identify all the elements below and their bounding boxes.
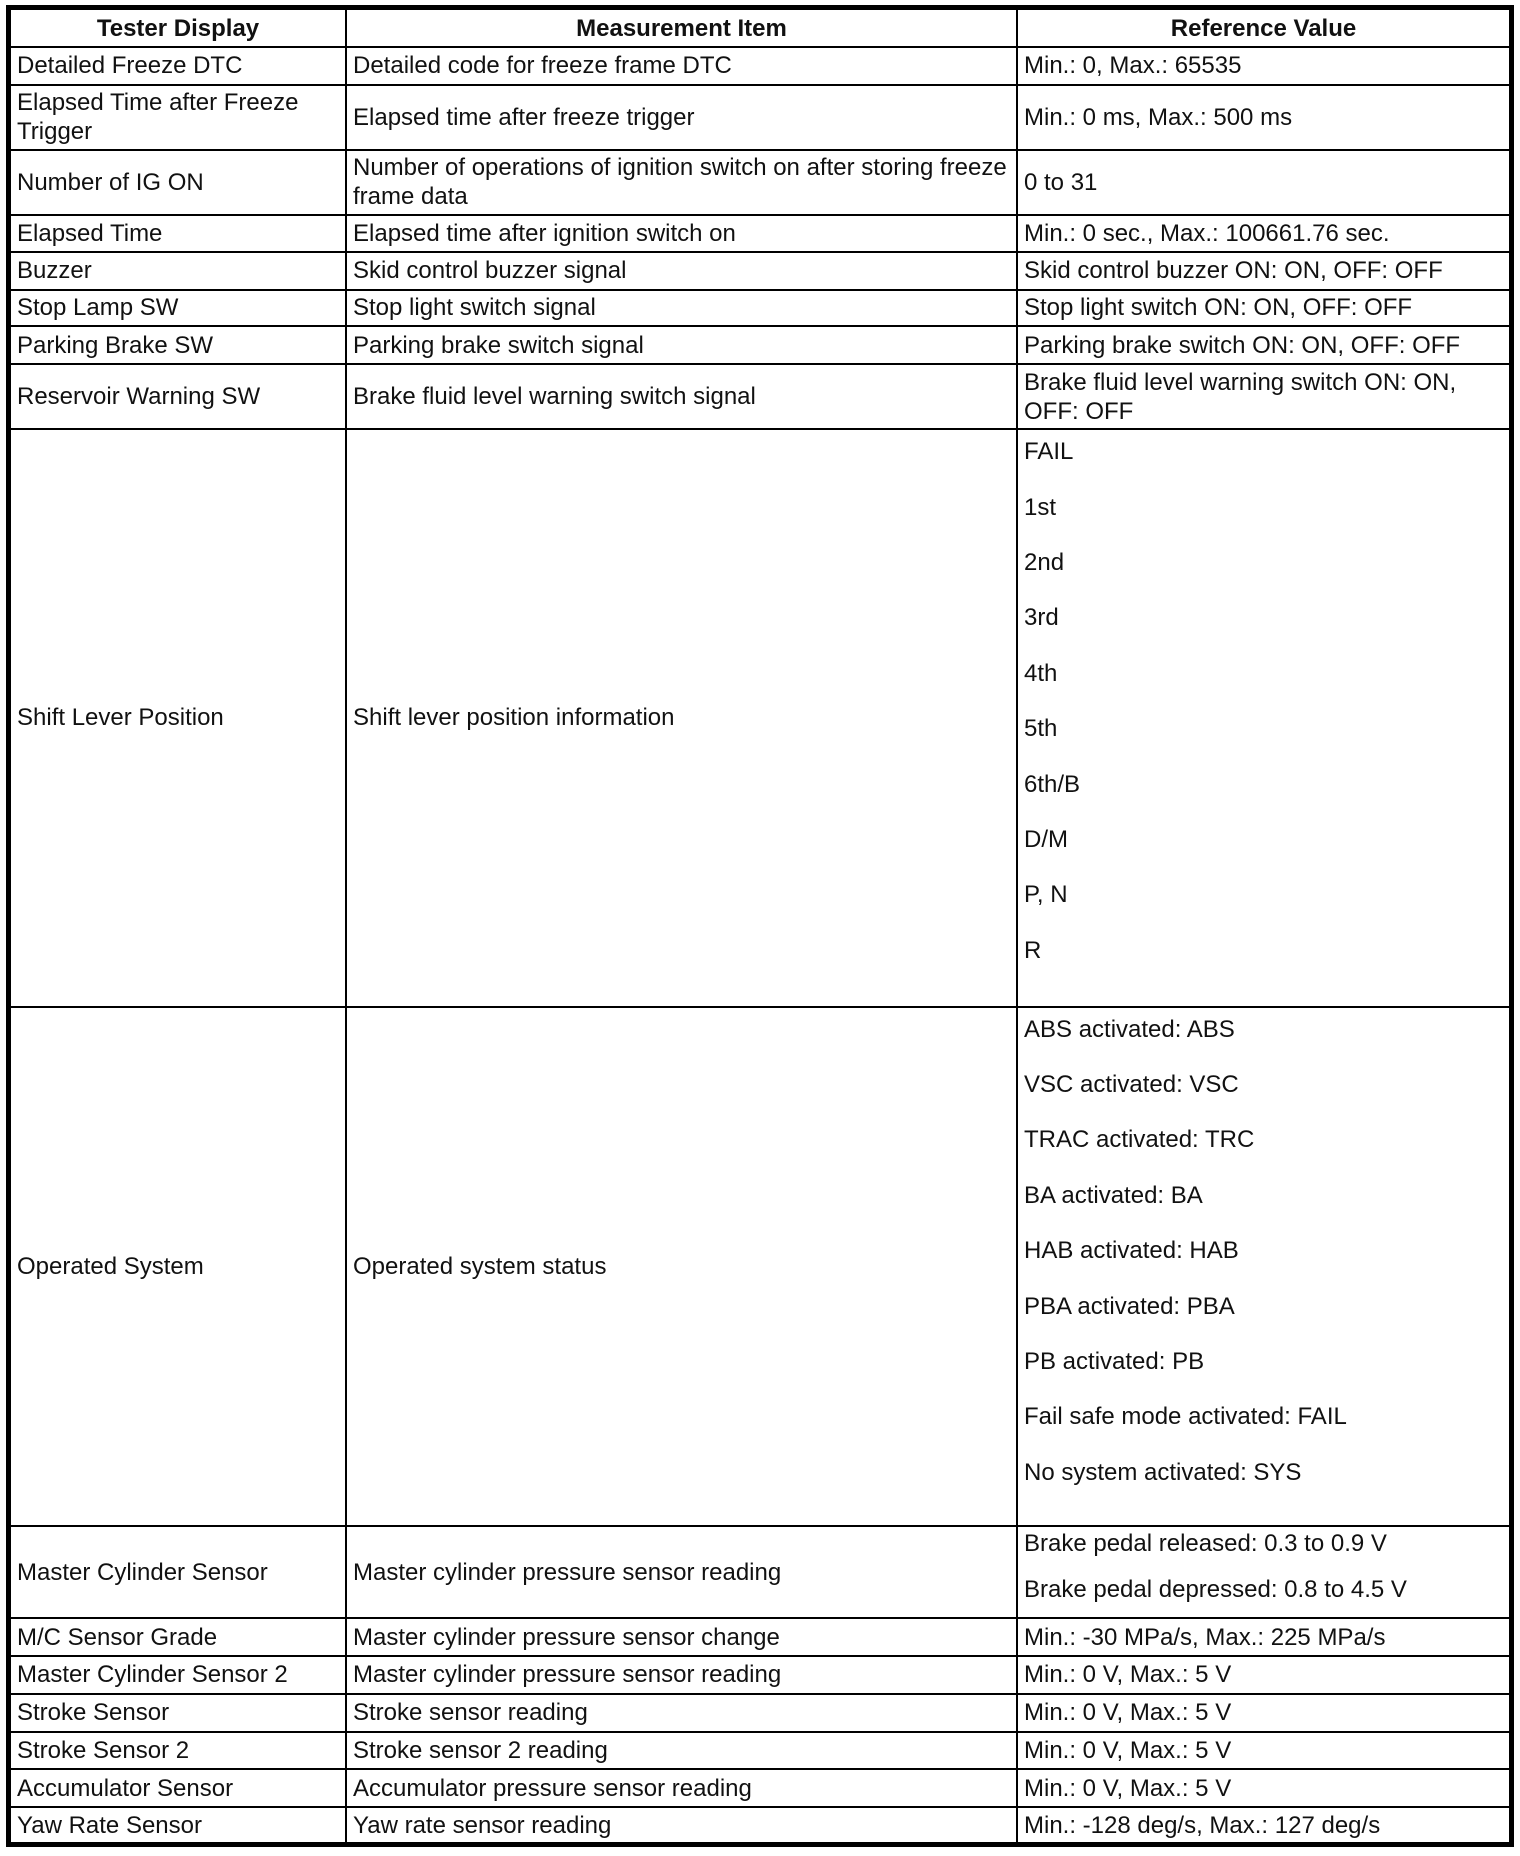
header-measurement-item: Measurement Item (346, 9, 1017, 47)
header-reference-value: Reference Value (1017, 9, 1510, 47)
measurement-item-cell: Shift lever position information (346, 429, 1017, 1006)
reference-value-line: Brake pedal depressed: 0.8 to 4.5 V (1024, 1575, 1407, 1603)
measurement-item-cell: Master cylinder pressure sensor change (346, 1618, 1017, 1656)
tester-display-cell: Buzzer (10, 252, 346, 290)
table-row (10, 1618, 1510, 1656)
table-row (10, 47, 1510, 85)
measurement-item-cell: Master cylinder pressure sensor reading (346, 1656, 1017, 1694)
reference-value-line: 4th (1024, 659, 1058, 687)
table-row (10, 1732, 1510, 1770)
reference-value-line: R (1024, 936, 1042, 964)
reference-value-line: ABS activated: ABS (1024, 1015, 1235, 1043)
reference-value-cell: Min.: 0 V, Max.: 5 V (1017, 1656, 1510, 1694)
measurement-item-cell: Elapsed time after ignition switch on (346, 215, 1017, 252)
reference-value-cell: Min.: 0 V, Max.: 5 V (1017, 1732, 1510, 1770)
table-row (10, 85, 1510, 150)
tester-display-cell: Elapsed Time after Freeze Trigger (10, 85, 346, 150)
measurement-item-cell: Accumulator pressure sensor reading (346, 1769, 1017, 1807)
reference-value-cell (1017, 1526, 1510, 1618)
tester-display-cell: Stroke Sensor 2 (10, 1732, 346, 1770)
table-row (10, 1807, 1510, 1843)
table-row (10, 326, 1510, 364)
reference-value-line: 2nd (1024, 548, 1065, 576)
reference-value-line: PBA activated: PBA (1024, 1292, 1235, 1320)
table-row (10, 1007, 1510, 1526)
reference-value-cell: Min.: 0, Max.: 65535 (1017, 47, 1510, 85)
measurement-item-cell: Stop light switch signal (346, 290, 1017, 327)
tester-display-cell: Parking Brake SW (10, 326, 346, 364)
reference-value-line: Fail safe mode activated: FAIL (1024, 1403, 1347, 1431)
data-list-sheet (6, 5, 1514, 1847)
tester-display-cell: Stroke Sensor (10, 1694, 346, 1732)
reference-value-cell: Stop light switch ON: ON, OFF: OFF (1017, 290, 1510, 327)
tester-display-cell: Detailed Freeze DTC (10, 47, 346, 85)
tester-display-cell: Number of IG ON (10, 150, 346, 215)
measurement-item-cell: Brake fluid level warning switch signal (346, 364, 1017, 429)
measurement-item-cell: Parking brake switch signal (346, 326, 1017, 364)
reference-value-line: 3rd (1024, 604, 1059, 632)
reference-value-cell: Min.: 0 V, Max.: 5 V (1017, 1769, 1510, 1807)
measurement-item-cell: Stroke sensor 2 reading (346, 1732, 1017, 1770)
table-row (10, 150, 1510, 215)
tester-display-cell: Reservoir Warning SW (10, 364, 346, 429)
table-row (10, 290, 1510, 327)
tester-display-cell: Shift Lever Position (10, 429, 346, 1006)
reference-value-line: HAB activated: HAB (1024, 1237, 1239, 1265)
table-row (10, 1656, 1510, 1694)
reference-value-line: Brake pedal released: 0.3 to 0.9 V (1024, 1529, 1387, 1557)
tester-display-cell: Elapsed Time (10, 215, 346, 252)
data-list-table (9, 8, 1511, 1844)
tester-display-cell: Master Cylinder Sensor 2 (10, 1656, 346, 1694)
measurement-item-cell: Number of operations of ignition switch on after storing freeze frame data (346, 150, 1017, 215)
reference-value-cell: Min.: 0 sec., Max.: 100661.76 sec. (1017, 215, 1510, 252)
measurement-item-cell: Detailed code for freeze frame DTC (346, 47, 1017, 85)
measurement-item-cell: Stroke sensor reading (346, 1694, 1017, 1732)
reference-value-line: 1st (1024, 493, 1057, 521)
measurement-item-cell: Skid control buzzer signal (346, 252, 1017, 290)
header-row (10, 9, 1510, 47)
reference-value-line: TRAC activated: TRC (1024, 1126, 1255, 1154)
reference-value-cell: Min.: 0 V, Max.: 5 V (1017, 1694, 1510, 1732)
reference-value-cell: Brake fluid level warning switch ON: ON, OFF: OFF (1017, 364, 1510, 429)
reference-value-cell (1017, 1007, 1510, 1526)
measurement-item-cell: Elapsed time after freeze trigger (346, 85, 1017, 150)
table-row (10, 1526, 1510, 1618)
tester-display-cell: Operated System (10, 1007, 346, 1526)
tester-display-cell: Stop Lamp SW (10, 290, 346, 327)
reference-value-line: VSC activated: VSC (1024, 1070, 1239, 1098)
table-body (10, 47, 1510, 1843)
table-row (10, 215, 1510, 252)
reference-value-cell: Min.: -128 deg/s, Max.: 127 deg/s (1017, 1807, 1510, 1843)
reference-value-cell: Min.: -30 MPa/s, Max.: 225 MPa/s (1017, 1618, 1510, 1656)
reference-value-cell: Skid control buzzer ON: ON, OFF: OFF (1017, 252, 1510, 290)
measurement-item-cell: Operated system status (346, 1007, 1017, 1526)
reference-value-line: P, N (1024, 881, 1068, 909)
measurement-item-cell: Master cylinder pressure sensor reading (346, 1526, 1017, 1618)
tester-display-cell: Yaw Rate Sensor (10, 1807, 346, 1843)
reference-value-line: 5th (1024, 715, 1058, 743)
table-row (10, 429, 1510, 1006)
reference-value-cell (1017, 429, 1510, 1006)
tester-display-cell: Accumulator Sensor (10, 1769, 346, 1807)
measurement-item-cell: Yaw rate sensor reading (346, 1807, 1017, 1843)
table-row (10, 364, 1510, 429)
reference-value-line: BA activated: BA (1024, 1181, 1203, 1209)
reference-value-line: D/M (1024, 825, 1068, 853)
reference-value-line: PB activated: PB (1024, 1347, 1205, 1375)
reference-value-cell: Parking brake switch ON: ON, OFF: OFF (1017, 326, 1510, 364)
table-row (10, 1694, 1510, 1732)
reference-value-line: No system activated: SYS (1024, 1458, 1302, 1486)
tester-display-cell: Master Cylinder Sensor (10, 1526, 346, 1618)
tester-display-cell: M/C Sensor Grade (10, 1618, 346, 1656)
reference-value-cell: Min.: 0 ms, Max.: 500 ms (1017, 85, 1510, 150)
table-row (10, 1769, 1510, 1807)
table-row (10, 252, 1510, 290)
reference-value-line: 6th/B (1024, 770, 1081, 798)
header-tester-display: Tester Display (10, 9, 346, 47)
reference-value-line: FAIL (1024, 438, 1074, 466)
reference-value-cell: 0 to 31 (1017, 150, 1510, 215)
